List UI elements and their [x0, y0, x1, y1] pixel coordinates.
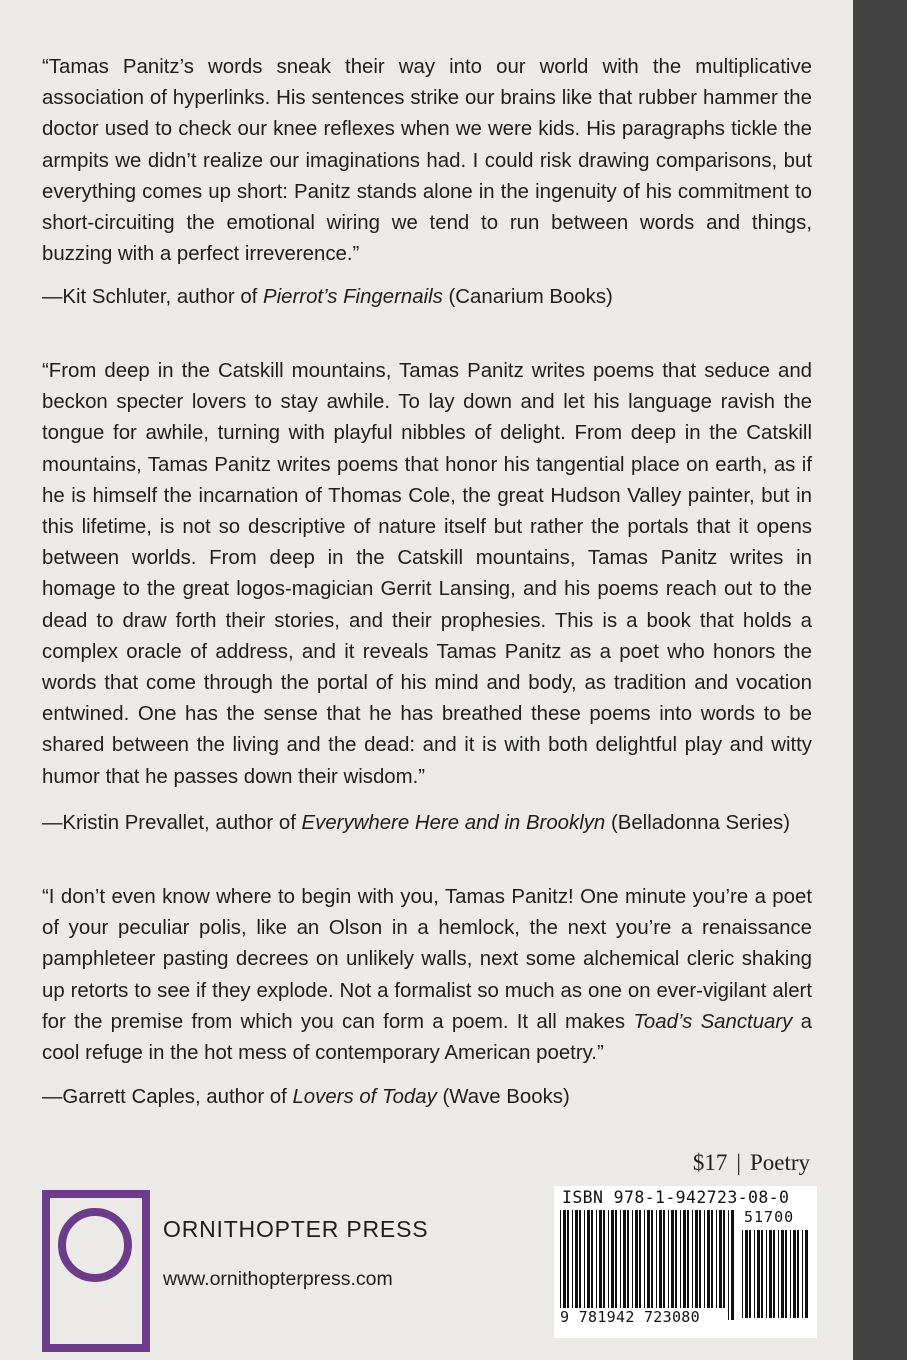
price: $17 [692, 1150, 728, 1175]
barcode-bar [793, 1230, 796, 1318]
addon-barcode-bars [740, 1230, 812, 1330]
barcode-bar [608, 1210, 609, 1308]
barcode-bar [635, 1210, 638, 1308]
ean-digits: 9 781942 723080 [560, 1308, 728, 1326]
barcode-bar [647, 1210, 650, 1320]
barcode-bar [790, 1230, 791, 1318]
attribution-publisher: (Belladonna Series) [605, 812, 791, 834]
barcode-bar [599, 1210, 602, 1308]
blurb-kristin-prevallet: “From deep in the Catskill mountains, Tamas Panitz writes poems that seduce and beckon specter lovers to stay awhile. To lay down and let his language ravish the tongue for awhile, turning with playful nibbles of delight. From deep in the Catskill mountains, Tamas Panitz writes poems that honor his tangential place on earth, as if he is himself the incarnation of Thomas Cole, the great Hudson Valley painter, but in this lifetime, is not so descriptive of nature itself but rather the portals that it opens between worlds. From deep in the Catskill mountains, Tamas Panitz writes in homage to the great logos-magician Gerrit Lansing, and his poems reach out to the dead to draw forth their stories, and their prophesies. This is a book that holds a complex oracle of address, and it reveals Tamas Panitz as a poet who honors the words that come through the portal of his mind and body, as tradition and vocation entwined. One has the sense that he has breathed these poems into words to be shared between the living and the dead: and it is with both delightful play and witty humor that he passes down their wisdom.” [42, 360, 812, 788]
publisher-name: ORNITHOPTER PRESS [163, 1216, 429, 1242]
barcode-bar [572, 1210, 573, 1308]
barcode-bar [687, 1210, 689, 1308]
ean-barcode-bars [558, 1210, 738, 1320]
barcode-bar [639, 1210, 641, 1308]
barcode-bar [575, 1210, 578, 1308]
barcode-bar [742, 1230, 743, 1318]
publisher-url[interactable]: www.ornithopterpress.com [163, 1268, 393, 1290]
attribution-prefix: —Kristin Prevallet, author of [42, 812, 302, 834]
barcode-bar [781, 1230, 784, 1318]
barcode-bar [620, 1210, 621, 1308]
barcode-bar [560, 1210, 561, 1320]
barcode-bar [773, 1230, 775, 1318]
blurb-kit-schluter: “Tamas Panitz’s words sneak their way into our world with the multiplicative association of hyperlinks. His sentences strike our brains like that rubber hammer the doctor used to check our knee reflexes when we were kids. His paragraphs tickle the armpits we didn’t realize our imaginations had. I could risk drawing comparisons, but everything comes up short: Panitz stands alone in the ingenuity of his commitment to short-circuiting the emotional wiring we tend to run between words and things, buzzing with a perfect irreverence.” [42, 56, 812, 266]
attribution-kit-schluter [42, 282, 822, 312]
barcode-bar [591, 1210, 593, 1308]
barcode-bar [627, 1210, 629, 1308]
barcode-bar [785, 1230, 787, 1318]
price-separator: | [736, 1150, 741, 1175]
barcode-bar [805, 1230, 808, 1318]
price-addon-digits: 51700 [744, 1208, 795, 1226]
barcode-bar [757, 1230, 760, 1318]
blurb-garrett-caples [42, 882, 812, 1069]
category: Poetry [749, 1150, 810, 1175]
blurb-book-title: Toad’s Sanctuary [633, 1010, 793, 1033]
barcode-bar [656, 1210, 657, 1308]
barcode-bar [615, 1210, 617, 1308]
attribution-publisher: (Canarium Books) [442, 286, 613, 308]
barcode-bar [611, 1210, 614, 1308]
barcode-bar [707, 1210, 710, 1308]
barcode-bar [769, 1230, 772, 1318]
blurb-text-part: “I don’t even know where to begin with you, Tamas Panitz! One minute you’re a poet of your peculiar polis, like an Olson in a hemlock, the next you’re a renaissance pamphleteer pasting decrees on unlikely walls, next some alchemical cleric shaking up retorts to see if they explode. Not a formalist so much as one on ever-vigilant alert for the premise from which you can form a poem. It all makes [42, 886, 812, 1033]
barcode-bar [754, 1230, 755, 1318]
attribution-kristin-prevallet [42, 808, 822, 838]
barcode-bar [651, 1210, 653, 1308]
barcode-bar [596, 1210, 597, 1308]
blurb-text-part: a cool refuge in the hot mess of contemporary American poetry.” [42, 1010, 812, 1065]
attribution-prefix: —Garrett Caples, author of [42, 1086, 293, 1108]
barcode-bar [731, 1210, 734, 1320]
barcode-bar [716, 1210, 717, 1308]
barcode-bar [797, 1230, 799, 1318]
barcode-bar [563, 1210, 566, 1320]
barcode-bar [587, 1210, 590, 1308]
barcode-bar [704, 1210, 705, 1308]
barcode-bar [745, 1230, 748, 1318]
barcode-bar [749, 1230, 751, 1318]
publisher-logo [42, 1190, 150, 1352]
barcode-bar [659, 1210, 662, 1308]
barcode-bar [671, 1210, 674, 1308]
barcode-bar [695, 1210, 698, 1308]
attribution-book-title: Pierrot’s Fingernails [263, 286, 443, 308]
barcode-bar [683, 1210, 686, 1308]
barcode-bar [719, 1210, 722, 1308]
barcode-bar [567, 1210, 569, 1308]
barcode-bar [579, 1210, 581, 1308]
barcode-bar [723, 1210, 725, 1308]
attribution-book-title: Everywhere Here and in Brooklyn [301, 812, 606, 834]
barcode-bar [663, 1210, 665, 1308]
barcode-bar [584, 1210, 585, 1308]
barcode-bar [603, 1210, 605, 1308]
spine-edge-strip [853, 0, 907, 1360]
barcode-bar [761, 1230, 763, 1318]
attribution-garrett-caples [42, 1082, 822, 1112]
barcode-bar [644, 1210, 645, 1320]
isbn-barcode [554, 1186, 817, 1338]
isbn-number: ISBN 978-1-942723-08-0 [562, 1188, 790, 1207]
barcode-bar [632, 1210, 633, 1308]
barcode-bar [680, 1210, 681, 1308]
barcode-bar [802, 1230, 803, 1318]
logo-circle-icon [58, 1208, 132, 1282]
attribution-publisher: (Wave Books) [436, 1086, 570, 1108]
attribution-prefix: —Kit Schluter, author of [42, 286, 264, 308]
attribution-book-title: Lovers of Today [292, 1086, 437, 1108]
barcode-bar [623, 1210, 626, 1308]
barcode-bar [699, 1210, 701, 1308]
barcode-bar [711, 1210, 713, 1308]
barcode-bar [766, 1230, 767, 1318]
barcode-bar [675, 1210, 677, 1308]
price-category-line [693, 1150, 810, 1176]
barcode-bar [778, 1230, 779, 1318]
barcode-bar [668, 1210, 669, 1308]
barcode-bar [728, 1210, 729, 1320]
logo-inner-panel [50, 1198, 142, 1344]
barcode-bar [692, 1210, 693, 1308]
